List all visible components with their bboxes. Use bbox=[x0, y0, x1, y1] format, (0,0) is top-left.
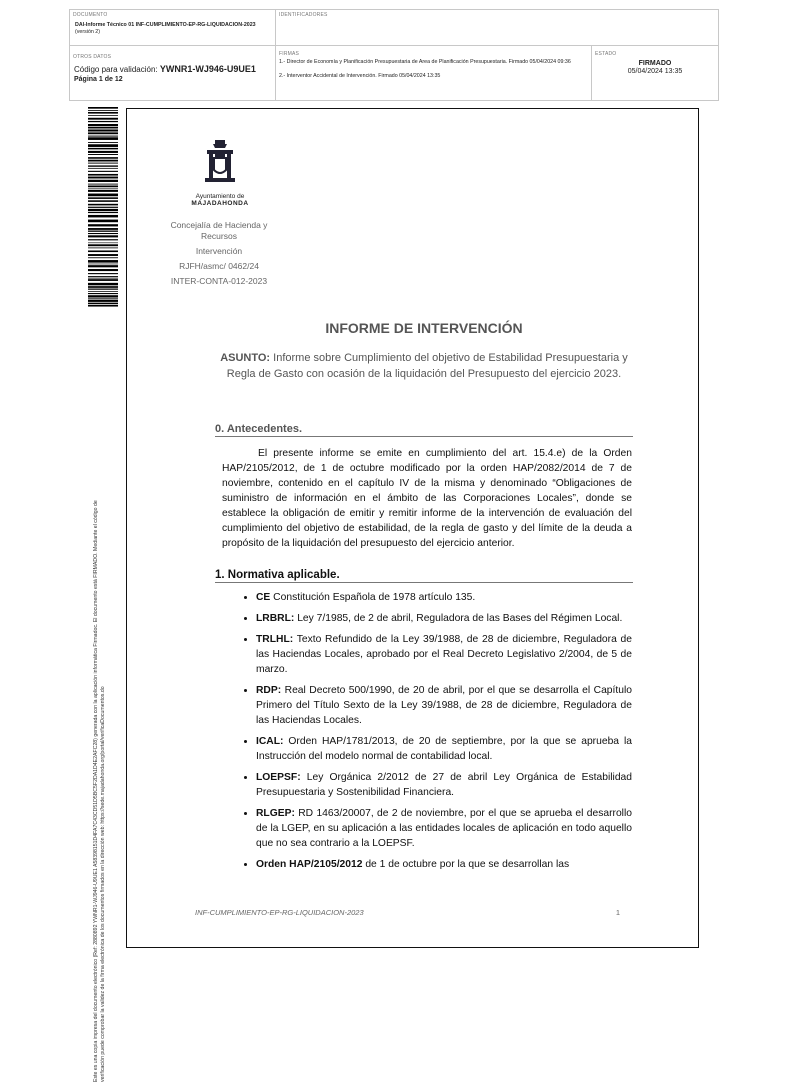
list-item: • Orden HAP/2105/2012 de 1 de octubre por la que se desarrollan las bbox=[256, 857, 632, 872]
verification-side-text bbox=[93, 192, 107, 1082]
estado-date: 05/04/2024 13:35 bbox=[627, 68, 683, 75]
page-footer bbox=[195, 908, 620, 917]
meta-dept: Concejalía de Hacienda y Recursos bbox=[170, 220, 268, 241]
side-text-line-2: verificación puede comprobar la validez de la firma electrónica de los documentos firmados en la dirección web: https://sede.majadahonda.org/portal/verificaDocumentos.do bbox=[100, 686, 106, 1082]
estado-label: ESTADO bbox=[595, 51, 617, 57]
asunto-text: Informe sobre Cumplimiento del objetivo de Estabilidad Presupuestaria y Regla de Gasto con ocasión de la liquidación del Presupuesto del ejercicio 2023. bbox=[226, 352, 628, 380]
estado-value: FIRMADO bbox=[638, 60, 672, 67]
document-meta bbox=[160, 220, 278, 291]
firma-2: 2.- Interventor Accidental de Intervención. Firmado 05/04/2024 13:35 bbox=[279, 73, 441, 79]
list-item: • ICAL: Orden HAP/1781/2013, de 20 de septiembre, por la que se aprueba la Instrucción del modelo normal de contabilidad local. bbox=[256, 734, 632, 764]
estado-cell bbox=[592, 46, 718, 100]
documento-version: (versión 2) bbox=[75, 29, 101, 35]
logo-line-1: Ayuntamiento de bbox=[195, 193, 245, 200]
codigo-label: Código para validación: bbox=[74, 65, 158, 74]
asunto bbox=[214, 350, 634, 382]
signature-header bbox=[69, 9, 719, 101]
documento-cell bbox=[70, 10, 276, 46]
otros-datos-cell bbox=[70, 46, 276, 100]
pagina-info: Página 1 de 12 bbox=[74, 76, 123, 83]
section-0-title: 0. Antecedentes. bbox=[215, 423, 633, 437]
side-text-line-1: Este es una copia impresa del documento electrónico (Ref: 2880892 YWNR1-WJ946-U9UE1 A58398151D4FA7C43CD51D5BC5F2DA1D4E2AFC28) generada con la aplicación informática Firmadoc. El documento está FIRMADO. Mediante el código de bbox=[93, 500, 99, 1082]
documento-name: DAI-Informe Técnico 01 INF-CUMPLIMIENTO-EP-RG-LIQUIDACION-2023 bbox=[75, 22, 256, 28]
section-1-title: 1. Normativa aplicable. bbox=[215, 569, 633, 583]
meta-unit: Intervención bbox=[195, 246, 243, 256]
coat-of-arms-icon bbox=[203, 138, 237, 186]
list-item: • TRLHL: Texto Refundido de la Ley 39/1988, de 28 de diciembre, Reguladora de las Haciendas Locales, aprobado por el Real Decreto Legislativo 2/2004, de 5 de marzo. bbox=[256, 632, 632, 677]
codigo-value[interactable]: YWNR1-WJ946-U9UE1 bbox=[159, 64, 256, 74]
ayuntamiento-logo bbox=[187, 138, 253, 208]
list-item: • CE Constitución Española de 1978 artículo 135. bbox=[256, 590, 632, 605]
meta-ref-2: INTER-CONTA-012-2023 bbox=[170, 276, 268, 286]
otros-datos-label: OTROS DATOS bbox=[73, 54, 112, 60]
firma-1: 1.- Director de Economía y Planificación Presupuestaria de Area de Planificación Presupuestaria. Firmado 05/04/2024 09:36 bbox=[279, 59, 571, 65]
normativa-list bbox=[222, 590, 632, 878]
list-item: • RDP: Real Decreto 500/1990, de 20 de abril, por el que se desarrolla el Capítulo Primero del Título Sexto de la Ley 39/1988, de 28 de diciembre, Reguladora de las Haciendas Locales. bbox=[256, 683, 632, 728]
meta-ref-1: RJFH/asmc/ 0462/24 bbox=[179, 261, 259, 271]
list-item: • LRBRL: Ley 7/1985, de 2 de abril, Reguladora de las Bases del Régimen Local. bbox=[256, 611, 632, 626]
page-title: INFORME DE INTERVENCIÓN bbox=[325, 320, 523, 336]
firmas-label: FIRMAS bbox=[279, 51, 300, 57]
footer-text: INF-CUMPLIMIENTO-EP-RG-LIQUIDACION-2023 bbox=[195, 908, 364, 917]
documento-label: DOCUMENTO bbox=[73, 12, 108, 18]
codigo-validacion bbox=[74, 64, 256, 74]
firmas-cell bbox=[276, 46, 592, 100]
list-item: • LOEPSF: Ley Orgánica 2/2012 de 27 de abril Ley Orgánica de Estabilidad Presupuestaria y Sostenibilidad Financiera. bbox=[256, 770, 632, 800]
list-item: • RLGEP: RD 1463/20007, de 2 de noviembre, por el que se aprueba el desarrollo de la LGEP, en su aplicación a las entidades locales de aplicación en todo aquello que no sea contrario a la LOEPSF. bbox=[256, 806, 632, 851]
identificadores-label: IDENTIFICADORES bbox=[279, 12, 328, 18]
logo-line-2: MAJADAHONDA bbox=[191, 200, 249, 207]
identificadores-cell bbox=[276, 10, 718, 46]
page-number: 1 bbox=[615, 908, 620, 917]
asunto-label: ASUNTO: bbox=[220, 352, 271, 364]
section-0-text: El presente informe se emite en cumplimiento del art. 15.4.e) de la Orden HAP/2105/2012, de 1 de octubre modificado por la orden HAP/2082/2014 de 7 de noviembre, contenido en el capítulo IV de la misma y denominado “Obligaciones de suministro de información en el ámbito de las Corporaciones Locales”, donde se establece la obligación de emitir y remitir informe de la intervención de evaluación del cumplimiento del objetivo de estabilidad, de la regla de gasto y del límite de la deuda a propósito de la liquidación del presupuesto del ejercicio anterior. bbox=[222, 448, 632, 549]
